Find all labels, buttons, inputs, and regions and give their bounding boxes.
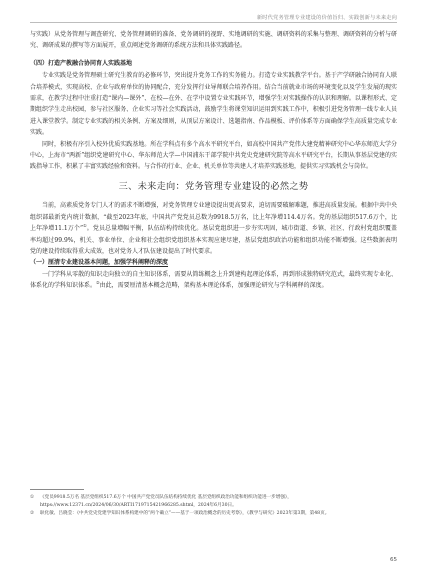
page-number: 65 xyxy=(390,557,397,563)
footnote-item xyxy=(30,494,397,510)
paragraph-practice-2: 同时，积极有序引入校外优质实践基地。所在学科点有多个高水平研究平台，如高校中国共产党伟大建党精神研究中心华东师范大学分中心，上海市“两新”组织党建研究中心、华东师范大学—中国浦东干部学院中共党史党建研究院等高水平研究平台，长期从事基层党建的实践指导工作，积累了丰富实践经验和资料。与合作的行业、企业、机关单位等共建人才培养实践基地，提供实习实践机会与岗位。 xyxy=(30,140,397,171)
paragraph-basic-issues-part-a: 一门学科从零散的知识走向独立的自主知识体系，需要从简练概念上升到建构起理论体系，再到形成独特研究范式，最终实现专业化、体系化的学科知识体系。 xyxy=(30,270,397,290)
subsection-heading-basic-issues xyxy=(30,257,397,268)
footnotes xyxy=(30,494,397,519)
section-title-future: 三、未来走向：党务管理专业建设的必然之势 xyxy=(118,180,309,192)
main-content xyxy=(30,29,397,292)
subsection-prefix: （一） xyxy=(30,259,49,267)
paragraph-practice-1: 专业实践是党务管理硕士研究生教育的必修环节，突出提升党务工作的实务能力。打造专业实践教学平台。基于产学研融合协同育人联合培养模式，实现高校、企业与政府单位的协同配合，充分发挥行业导师联合培养作用。结合当前就业市场的环境变化以及学生发展的现实需求，在教学过程中注重打造“课内—课外”、在校—在外、在学中设置专业实践环节，增强学生对实践操作的认识和理解。以课程形式、定期组织学生走出校园，参与社区服务、企业实习等社会实践活动，鼓励学生将课堂知识运用到实践工作中，积极引进党务管理一线专业人员进入课堂教学。制定专业实践的相关条例、方案及细则，从顶层方案设计、选题指南、作品模板、评价体系等方面确保学生高质量完成专业实践。 xyxy=(30,72,397,137)
header-rule xyxy=(30,22,397,23)
footnote-number: ① xyxy=(30,495,35,500)
subsection-title: 厘清专业建设基本问题，加强学科阐释的深度 xyxy=(48,259,169,267)
paragraph-future-1 xyxy=(30,200,397,257)
running-head: 新时代党务管理专业建设的价值旨归、实践创新与未来走向 xyxy=(256,15,397,21)
paragraph-basic-issues xyxy=(30,269,397,292)
footnote-rule xyxy=(30,489,84,490)
footnote-text: 耿化敏、吕晓莹：《中共党史党建学知识体系构建中的“两个确立”——基于一项政治概念的历史考察》，《教学与研究》2023年第3期，第48页。 xyxy=(40,511,330,517)
footnote-ref-2[interactable]: ② xyxy=(96,280,100,286)
paragraph-top: 与实践）从党务管理与调查研究、党务管理调研的准备、党务调研的视野、实地调研的实施、调研资料的采集与整理、调研资料的分析与研究、调研成果的撰写等方面展开，重点阐述党务调研的系统方法和具体实践路径。 xyxy=(30,31,397,50)
footnote-item xyxy=(30,510,397,518)
footnote-text: 《党员9918.5万名 基层党组织517.6万个 中国共产党党员队伍结构持续优化 基层党组织政治功能和组织功能进一步增强》，https://www.12371.cn/2024/06/30/ARTI1719715421966285.shtml，2024年6月30日。 xyxy=(40,495,292,509)
footnote-ref-1[interactable]: ① xyxy=(83,223,87,229)
footnote-number: ② xyxy=(30,511,35,517)
subsection-heading-practice-base: （四）打造产教融合协同育人实践基地 xyxy=(30,59,133,67)
paragraph-basic-issues-part-b: 由此，需要厘清基本概念范畴，架构基本理论体系，加强理论研究与学科阐释的深度。 xyxy=(99,282,328,290)
paragraph-future-1-part-b: 。党员总量增幅平衡，队伍结构持续优化。基层党组织进一步夯实巩固，城市街道、乡镇、社区、行政村党组织覆盖率均超过99.9%，机关、事业单位、企业和社会组织党组织基本实现应建尽建，基层党组织政治功能和组织功能不断增强。这些数据表明党的建设持续取得重大成效，也对党务人才队伍建设提出了时代要求。 xyxy=(30,225,397,255)
paragraph-future-1-part-a: 当前，高素质党务专门人才的需求不断增强，对党务管理专业建设提出更高要求，迫切需要破解难题，推进高质量发展。根据中共中央组织部最新党内统计数据，“截至2023年底，中国共产党党员总数为9918.5万名，比上年净增114.4万名。党的基层组织517.6万个，比上年净增11.1万个” xyxy=(30,202,397,233)
